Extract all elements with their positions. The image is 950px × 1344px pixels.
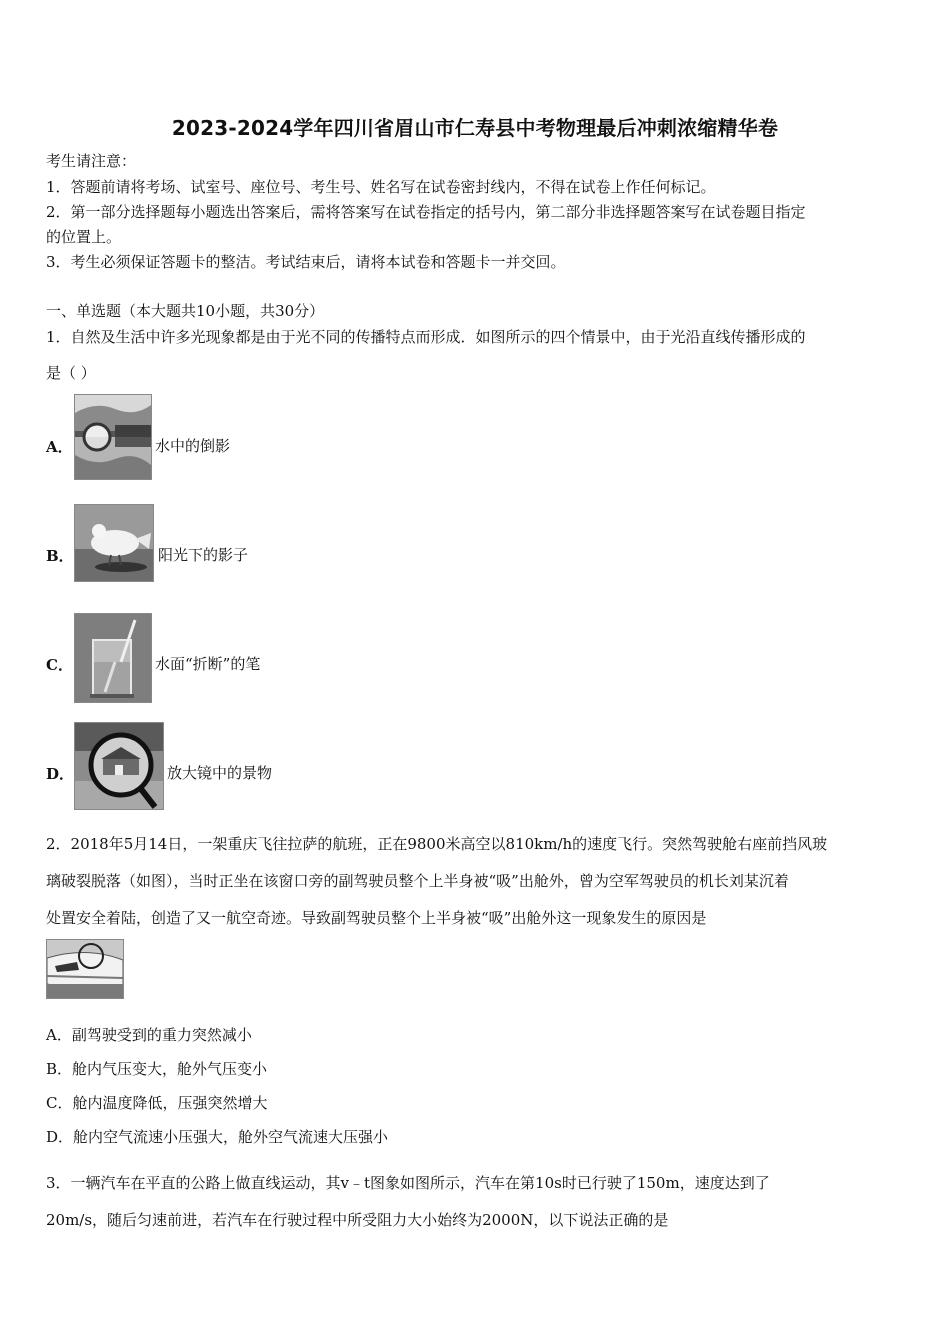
pigeon-shadow-image	[74, 504, 154, 582]
q2-option-b: B．舱内气压变大，舱外气压变小	[46, 1060, 268, 1078]
q1-option-d-label: D．	[46, 765, 75, 783]
page-title: 2023-2024学年四川省眉山市仁寿县中考物理最后冲刺浓缩精华卷	[171, 116, 779, 140]
notice-heading: 考生请注意：	[46, 152, 137, 170]
q1-stem-line1: 1．自然及生活中许多光现象都是由于光不同的传播特点而形成．如图所示的四个情景中，由于光沿直线传播形成的	[46, 328, 806, 346]
q1-option-d-caption: 放大镜中的景物	[167, 764, 273, 782]
q2-stem-line3: 处置安全着陆，创造了又一航空奇迹。导致副驾驶员整个上半身被“吸”出舱外这一现象发生的原因是	[46, 909, 707, 927]
q2-option-c: C．舱内温度降低，压强突然增大	[46, 1094, 268, 1112]
bridge-reflection-image	[74, 394, 152, 480]
airplane-cockpit-image	[46, 939, 124, 999]
q2-option-d: D．舱内空气流速小压强大，舱外空气流速大压强小	[46, 1128, 389, 1146]
notice-item-3: 3．考生必须保证答题卡的整洁。考试结束后，请将本试卷和答题卡一并交回。	[46, 253, 566, 271]
q3-stem-line1: 3．一辆汽车在平直的公路上做直线运动，其v﹣t图象如图所示，汽车在第10s时已行驶了150m，速度达到了	[46, 1174, 770, 1192]
q2-option-a: A．副驾驶受到的重力突然减小	[46, 1026, 252, 1044]
q1-option-c-label: C．	[46, 656, 73, 674]
q1-option-b-label: B．	[46, 547, 74, 565]
q1-option-a-caption: 水中的倒影	[155, 437, 231, 455]
q2-stem-line2: 璃破裂脱落（如图），当时正坐在该窗口旁的副驾驶员整个上半身被“吸”出舱外，曾为空军驾驶员的机长刘某沉着	[46, 872, 789, 890]
q3-stem-line2: 20m/s，随后匀速前进，若汽车在行驶过程中所受阻力大小始终为2000N，以下说法正确的是	[46, 1211, 669, 1229]
notice-item-1: 1．答题前请将考场、试室号、座位号、考生号、姓名写在试卷密封线内，不得在试卷上作任何标记。	[46, 178, 716, 196]
q1-stem-line2: 是（ ）	[46, 364, 96, 382]
q1-option-a-label: A．	[46, 438, 73, 456]
notice-item-2-cont: 的位置上。	[46, 228, 122, 246]
q2-stem-line1: 2．2018年5月14日，一架重庆飞往拉萨的航班，正在9800米高空以810km/h的速度飞行。突然驾驶舱右座前挡风玻	[46, 835, 828, 853]
q1-option-c-caption: 水面“折断”的笔	[155, 655, 261, 673]
q1-option-b-caption: 阳光下的影子	[158, 546, 249, 564]
magnifier-scene-image	[74, 722, 164, 810]
pencil-in-water-image	[74, 613, 152, 703]
section-heading: 一、单选题（本大题共10小题，共30分）	[46, 302, 325, 320]
notice-item-2: 2．第一部分选择题每小题选出答案后，需将答案写在试卷指定的括号内，第二部分非选择题答案写在试卷题目指定	[46, 203, 806, 221]
